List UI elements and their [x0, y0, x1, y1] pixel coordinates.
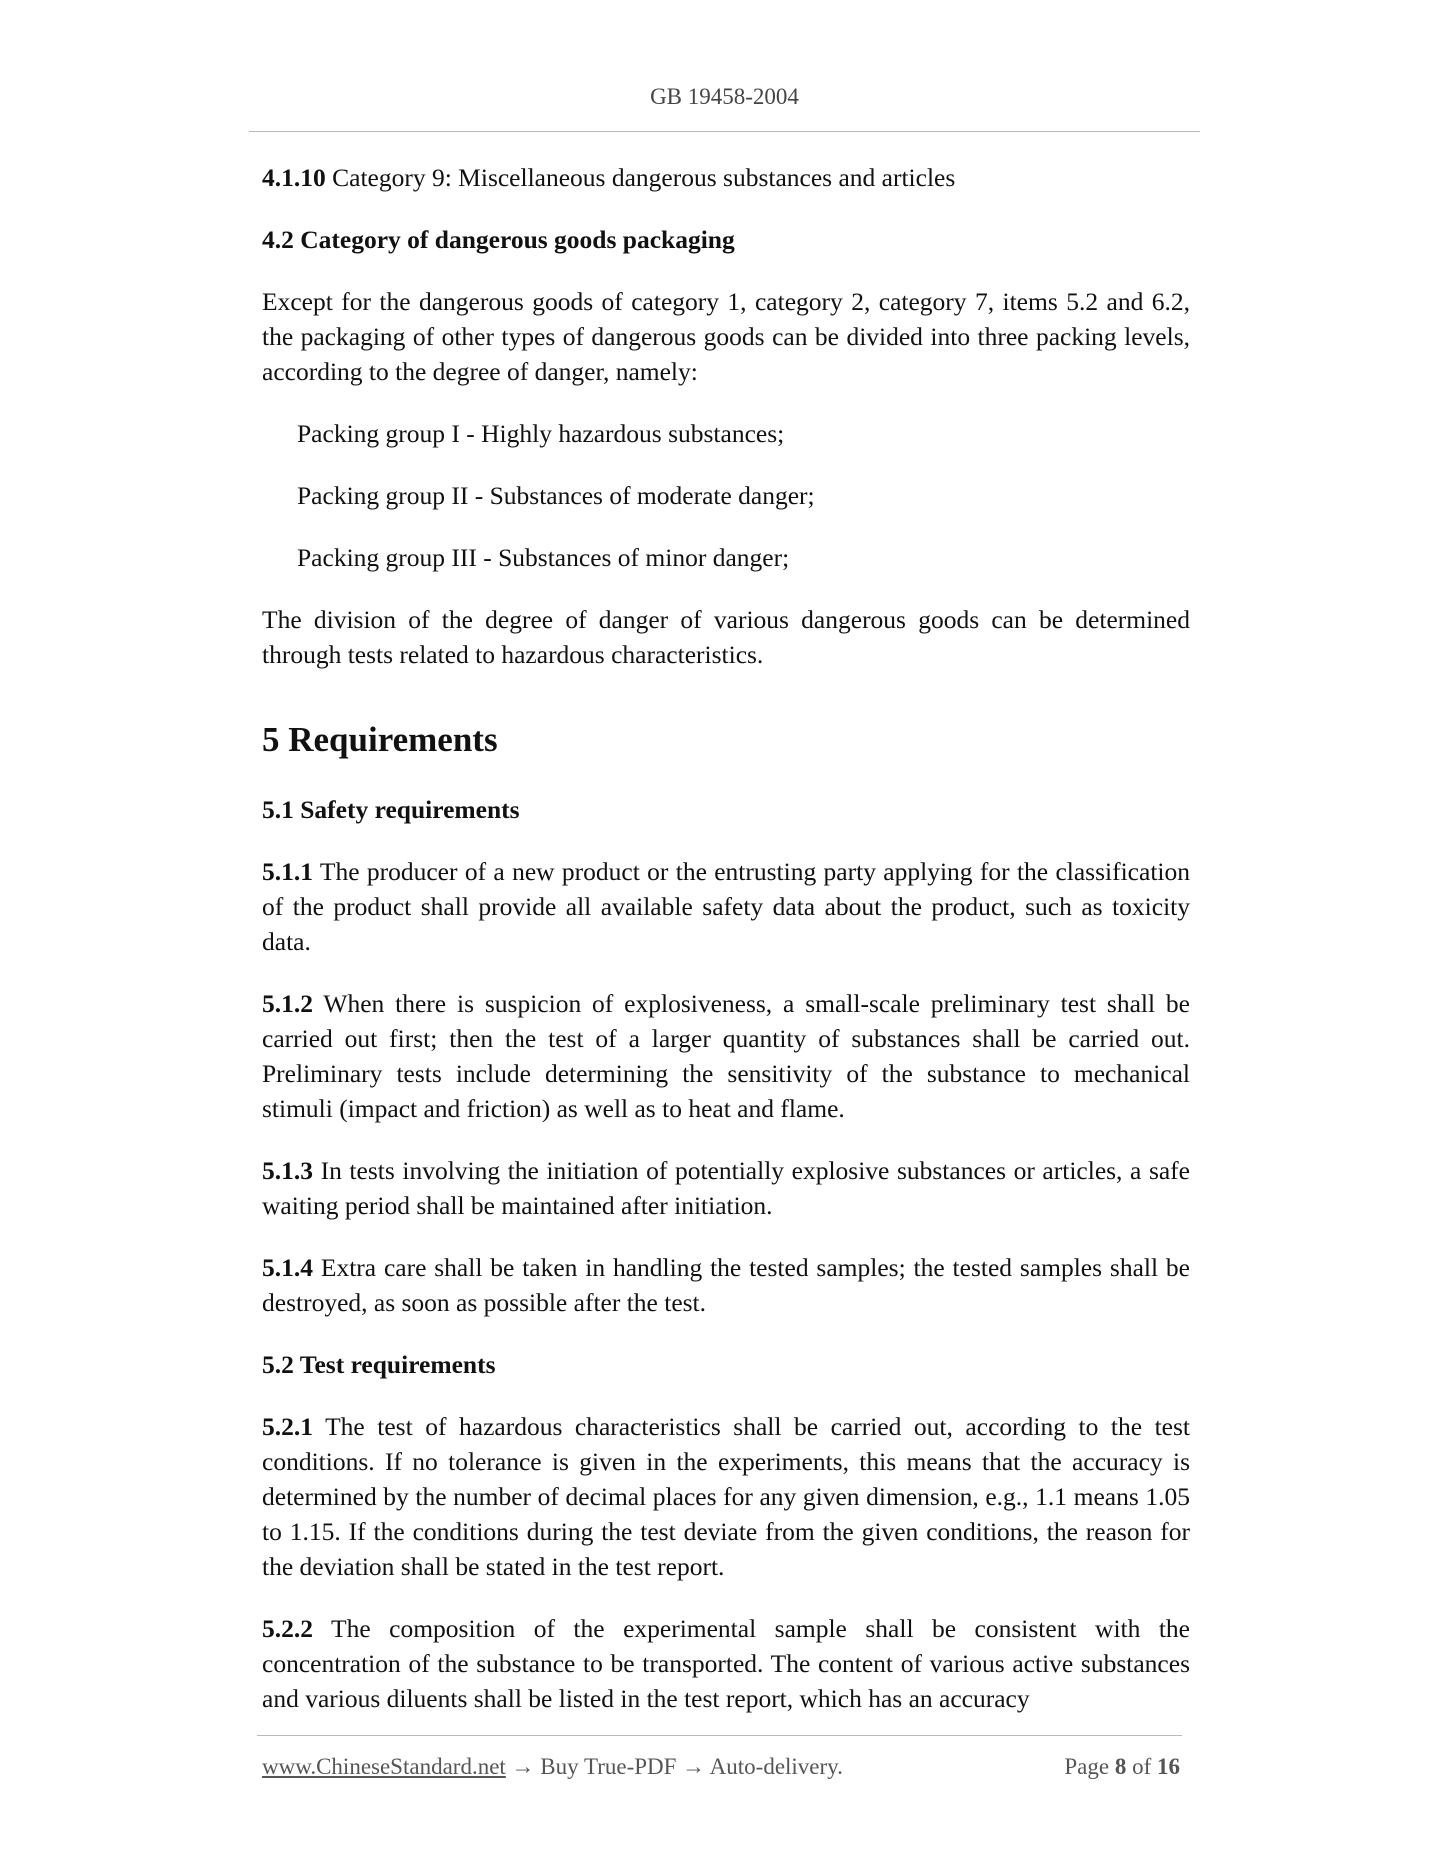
clause-number: 5.1.1: [262, 857, 313, 886]
page-header: GB 19458-2004: [650, 84, 799, 109]
total-pages: 16: [1157, 1754, 1180, 1779]
clause-number: 4.1.10: [262, 163, 326, 192]
clause-text: Extra care shall be taken in handling the tested samples; the tested samples shall be destroyed, as soon as possible after the test.: [262, 1253, 1190, 1317]
clause-5-1-1: [262, 854, 1190, 959]
clause-text: The composition of the experimental sample shall be consistent with the concentration of the substance to be transported. The content of various active substances and various diluents shall be listed in the test report, which has an accuracy: [262, 1614, 1190, 1713]
clause-number: 5.1.4: [262, 1253, 313, 1282]
packing-group-3: Packing group III - Substances of minor danger;: [297, 543, 790, 572]
clause-5-2-1: [262, 1409, 1190, 1584]
clause-5-1-3: [262, 1153, 1190, 1223]
clause-text: When there is suspicion of explosiveness, a small-scale preliminary test shall be carried out first; then the test of a larger quantity of substances shall be carried out. Preliminary tests include determining the sensitivity of the substance to mechanical stimuli (impact and friction) as well as to heat and flame.: [262, 989, 1190, 1123]
clause-5-2-2: [262, 1611, 1190, 1716]
clause-text: The test of hazardous characteristics shall be carried out, according to the test conditions. If no tolerance is given in the experiments, this means that the accuracy is determined by the number of decimal places for any given dimension, e.g., 1.1 means 1.05 to 1.15. If the conditions during the test deviate from the given conditions, the reason for the deviation shall be stated in the test report.: [262, 1412, 1190, 1581]
website-link[interactable]: www.ChineseStandard.net: [262, 1754, 506, 1779]
footer-promo-text: → Buy True-PDF → Auto-delivery.: [505, 1754, 843, 1779]
of-label: of: [1126, 1754, 1157, 1779]
page-number: [1064, 1754, 1180, 1780]
footer-promo: [262, 1754, 843, 1780]
packing-group-1: Packing group I - Highly hazardous substances;: [297, 419, 785, 448]
paragraph-4-2-division: The division of the degree of danger of various dangerous goods can be determined through tests related to hazardous characteristics.: [262, 605, 1190, 669]
footer-divider: [257, 1735, 1182, 1736]
packing-group-2: Packing group II - Substances of moderate danger;: [297, 481, 815, 510]
page-content: [262, 160, 1190, 1743]
section-heading-5-2: 5.2 Test requirements: [262, 1350, 496, 1379]
section-heading-4-2: 4.2 Category of dangerous goods packaging: [262, 225, 735, 254]
clause-text: The producer of a new product or the entrusting party applying for the classification of the product shall provide all available safety data about the product, such as toxicity data.: [262, 857, 1190, 956]
header-divider: [249, 131, 1200, 132]
clause-number: 5.1.3: [262, 1156, 313, 1185]
current-page: 8: [1114, 1754, 1127, 1779]
clause-number: 5.2.2: [262, 1614, 313, 1643]
clause-text: In tests involving the initiation of potentially explosive substances or articles, a safe waiting period shall be maintained after initiation.: [262, 1156, 1190, 1220]
page-label: Page: [1064, 1754, 1115, 1779]
clause-number: 5.1.2: [262, 989, 313, 1018]
clause-4-1-10: [262, 160, 1190, 195]
chapter-heading-5: 5 Requirements: [262, 720, 498, 759]
clause-number: 5.2.1: [262, 1412, 313, 1441]
section-heading-5-1: 5.1 Safety requirements: [262, 795, 520, 824]
paragraph-4-2: Except for the dangerous goods of category 1, category 2, category 7, items 5.2 and 6.2, the packaging of other types of dangerous goods can be divided into three packing levels, according to the degree of danger, namely:: [262, 287, 1190, 386]
clause-5-1-2: [262, 986, 1190, 1126]
clause-text: Category 9: Miscellaneous dangerous substances and articles: [325, 163, 956, 192]
clause-5-1-4: [262, 1250, 1190, 1320]
